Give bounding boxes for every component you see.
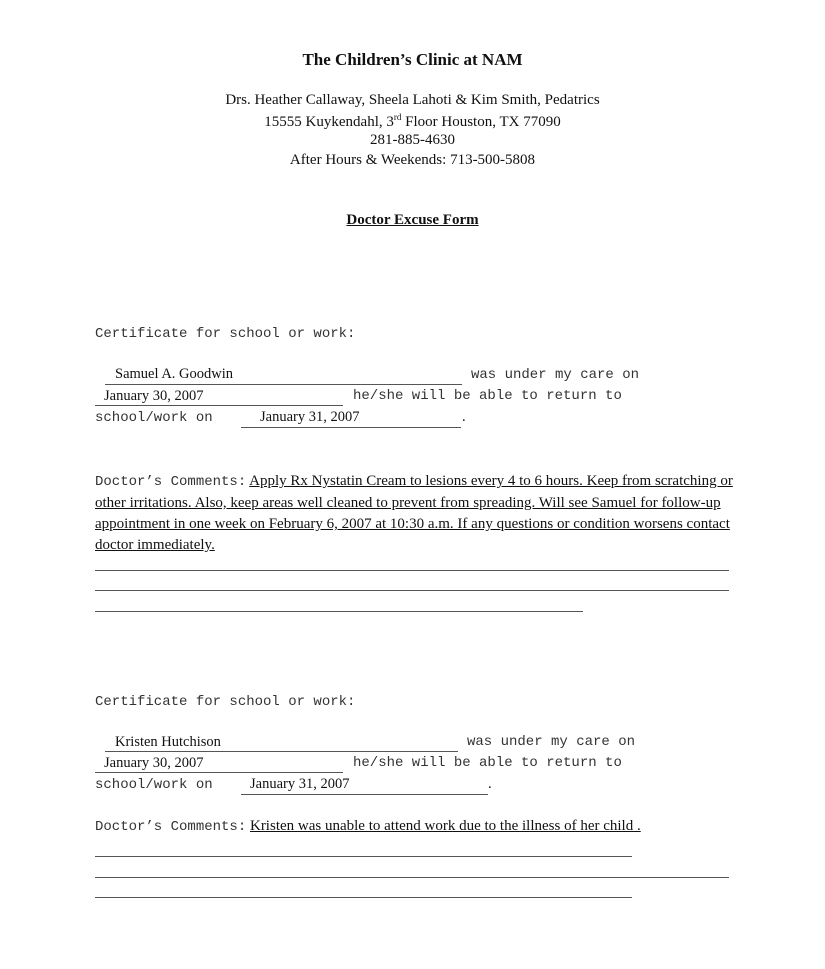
certificate-2-return-date: January 31, 2007 (250, 776, 350, 792)
comments-label-1: Doctor’s Comments: (95, 474, 247, 490)
certificate-2-comments-text: Kristen was unable to attend work due to the illness of her child . (249, 818, 641, 834)
clinic-name: The Children’s Clinic at NAM (302, 50, 523, 69)
school-work-label-2: school/work on (95, 777, 213, 793)
under-care-label-2: was under my care on (467, 734, 636, 750)
under-care-label-1: was under my care on (471, 367, 640, 383)
certificate-2-comments (95, 818, 641, 835)
comment-line (95, 897, 632, 898)
certificate-2-label: Certificate for school or work: (95, 694, 356, 710)
certificate-1-care-date-line (95, 405, 343, 406)
comment-line (95, 590, 729, 591)
comment-line (95, 611, 583, 612)
period-2: . (488, 776, 492, 792)
certificate-1-care-date: January 30, 2007 (104, 388, 204, 404)
certificate-2-care-date-line (95, 772, 343, 773)
school-work-label-1: school/work on (95, 410, 213, 426)
clinic-doctors: Drs. Heather Callaway, Sheela Lahoti & Kim Smith, Pedatrics (225, 92, 600, 108)
certificate-1-label: Certificate for school or work: (95, 326, 356, 342)
certificate-1-comments (95, 471, 735, 556)
clinic-address: 15555 Kuykendahl, 3rd Floor Houston, TX 77090 (264, 112, 561, 130)
comment-line (95, 877, 729, 878)
return-label-1: he/she will be able to return to (353, 388, 622, 404)
certificate-1-return-date-line (241, 427, 461, 428)
certificate-1-patient-line (105, 384, 462, 385)
clinic-after-hours: After Hours & Weekends: 713-500-5808 (289, 152, 536, 168)
certificate-2-patient: Kristen Hutchison (115, 734, 221, 750)
form-title: Doctor Excuse Form (346, 212, 479, 228)
comment-line (95, 570, 729, 571)
period-1: . (462, 409, 466, 425)
certificate-2-patient-line (105, 751, 458, 752)
comments-label-2: Doctor’s Comments: (95, 819, 247, 835)
certificate-1-comments-text: Apply Rx Nystatin Cream to lesions every 4 to 6 hours. Keep from scratching or other irritations. Also, keep areas well cleaned to prevent from spreading. Will see Samuel for follow-up appointment in one week on February 6, 2007 at 10:30 a.m. If any questions or condition worsens contact doctor immediately. (95, 473, 733, 553)
return-label-2: he/she will be able to return to (353, 755, 622, 771)
certificate-2-return-date-line (241, 794, 488, 795)
certificate-1-patient: Samuel A. Goodwin (115, 366, 234, 382)
clinic-phone: 281-885-4630 (370, 132, 455, 148)
certificate-1-return-date: January 31, 2007 (260, 409, 360, 425)
comment-line (95, 856, 632, 857)
certificate-2-care-date: January 30, 2007 (104, 755, 204, 771)
